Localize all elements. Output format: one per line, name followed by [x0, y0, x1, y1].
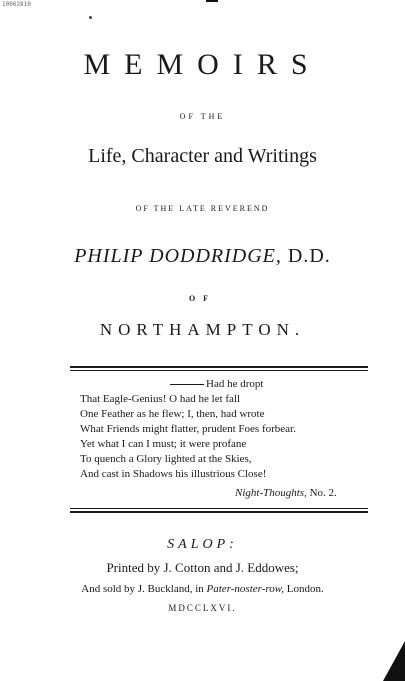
sold-street: Pater-noster-row,: [206, 583, 284, 595]
epigraph-first-text: Had he dropt: [206, 378, 264, 390]
imprint-place: SALOP:: [167, 537, 238, 552]
author-name: PHILIP DODDRIDGE,: [74, 245, 282, 267]
epigraph-citation: [235, 487, 337, 499]
bottom-rule-thick: [70, 511, 368, 513]
ink-speck: [89, 16, 92, 19]
epigraph-first-line: [170, 378, 263, 390]
main-title: MEMOIRS: [83, 48, 322, 81]
epigraph-dash: [170, 384, 204, 385]
citation-number: No. 2.: [309, 487, 337, 499]
page-corner-shadow: [383, 641, 405, 681]
top-rule-thick: [70, 366, 368, 368]
epigraph-line: One Feather as he flew; I, then, had wrote: [80, 408, 265, 420]
author-degree: D.D.: [287, 245, 331, 267]
imprint-date: MDCCLXVI.: [168, 603, 237, 613]
top-rule-thin: [70, 370, 368, 371]
scan-id-label: 10062810: [2, 1, 31, 8]
place-name: NORTHAMPTON.: [99, 320, 306, 339]
citation-work: Night-Thoughts,: [235, 487, 307, 499]
author-name-line: [0, 245, 405, 268]
imprint-sellers: [0, 583, 405, 595]
sold-suffix: London.: [286, 583, 324, 595]
subtitle-life-character-writings: Life, Character and Writings: [88, 145, 317, 167]
epigraph-line: To quench a Glory lighted at the Skies,: [80, 453, 252, 465]
imprint-printers: Printed by J. Cotton and J. Eddowes;: [106, 560, 299, 575]
epigraph-line: And cast in Shadows his illustrious Close!: [80, 468, 267, 480]
epigraph-line: Yet what I can I must; it were profane: [80, 438, 247, 450]
bottom-rule-thin: [70, 508, 368, 509]
late-reverend-line: OF THE LATE REVEREND: [135, 204, 270, 213]
of-the-line: OF THE: [179, 112, 226, 121]
epigraph-line: That Eagle-Genius! O had he let fall: [80, 393, 241, 405]
top-edge-mark: [206, 0, 218, 2]
epigraph-line: What Friends might flatter, prudent Foes forbear.: [80, 423, 296, 435]
sold-prefix: And sold by J. Buckland, in: [81, 583, 204, 595]
of-line: OF: [188, 294, 217, 303]
